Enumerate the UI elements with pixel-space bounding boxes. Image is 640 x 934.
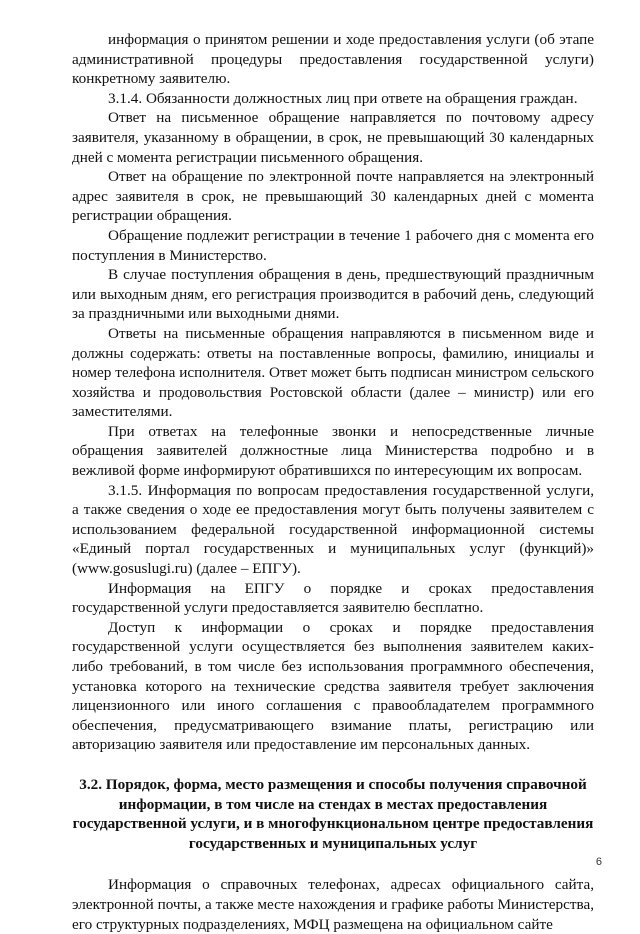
paragraph-12: Информация о справочных телефонах, адресах официального сайта, электронной почты, а также месте нахождения и графике работы Министерства, его структурных подразделениях, МФЦ размещена на официальном сайте — [72, 876, 594, 933]
paragraph-7: Ответы на письменные обращения направляются в письменном виде и должны содержать: ответы на поставленные вопросы, фамилию, инициалы и номер телефона исполнителя. Ответ может быть подписан министром сельского хозяйства и продовольствия Ростовской области (далее – министр) или его заместителями. — [72, 324, 594, 421]
paragraph-8: При ответах на телефонные звонки и непосредственные личные обращения заявителей должностные лица Министерства подробно и в вежливой форме информируют обратившихся по интересующим их вопросам. — [72, 422, 594, 480]
document-page — [72, 30, 594, 934]
paragraph-5: Обращение подлежит регистрации в течение 1 рабочего дня с момента его поступления в Министерство. — [72, 226, 594, 264]
paragraph-11: Доступ к информации о сроках и порядке предоставления государственной услуги осуществляется без выполнения заявителем каких-либо требований, в том числе без использования программного обеспечения, установка которого на технические средства заявителя требует заключения лицензионного или иного соглашения с правообладателем программного обеспечения, предусматривающего взимание платы, регистрацию или авторизацию заявителя или предоставление им персональных данных. — [72, 618, 594, 754]
page-number: 6 — [595, 856, 602, 868]
paragraph-4: Ответ на обращение по электронной почте направляется на электронный адрес заявителя в срок, не превышающий 30 календарных дней с момента регистрации обращения. — [72, 168, 594, 225]
paragraph-2: 3.1.4. Обязанности должностных лиц при ответе на обращения граждан. — [108, 89, 578, 107]
paragraph-9: 3.1.5. Информация по вопросам предоставления государственной услуги, а также сведения о ходе ее предоставления могут быть получены заявителем с использованием федеральной государственной информационной системы «Единый портал государственных и муниципальных услуг (функций)» (www.gosuslugi.ru) (далее – ЕПГУ). — [72, 481, 594, 578]
paragraph-10: Информация на ЕПГУ о порядке и сроках предоставления государственной услуги предоставляется заявителю бесплатно. — [72, 579, 594, 617]
section-heading: 3.2. Порядок, форма, место размещения и способы получения справочной информации, в том числе на стендах в местах предоставления государственной услуги, и в многофункциональном центре предоставления государственных и муниципальных услуг — [72, 775, 594, 852]
paragraph-1: информация о принятом решении и ходе предоставления услуги (об этапе административной процедуры предоставления государственной услуги) конкретному заявителю. — [72, 31, 594, 88]
paragraph-3: Ответ на письменное обращение направляется по почтовому адресу заявителя, указанному в обращении, в срок, не превышающий 30 календарных дней с момента регистрации письменного обращения. — [72, 109, 594, 166]
paragraph-6: В случае поступления обращения в день, предшествующий праздничным или выходным дням, его регистрация производится в рабочий день, следующий за праздничными или выходными днями. — [72, 266, 594, 323]
